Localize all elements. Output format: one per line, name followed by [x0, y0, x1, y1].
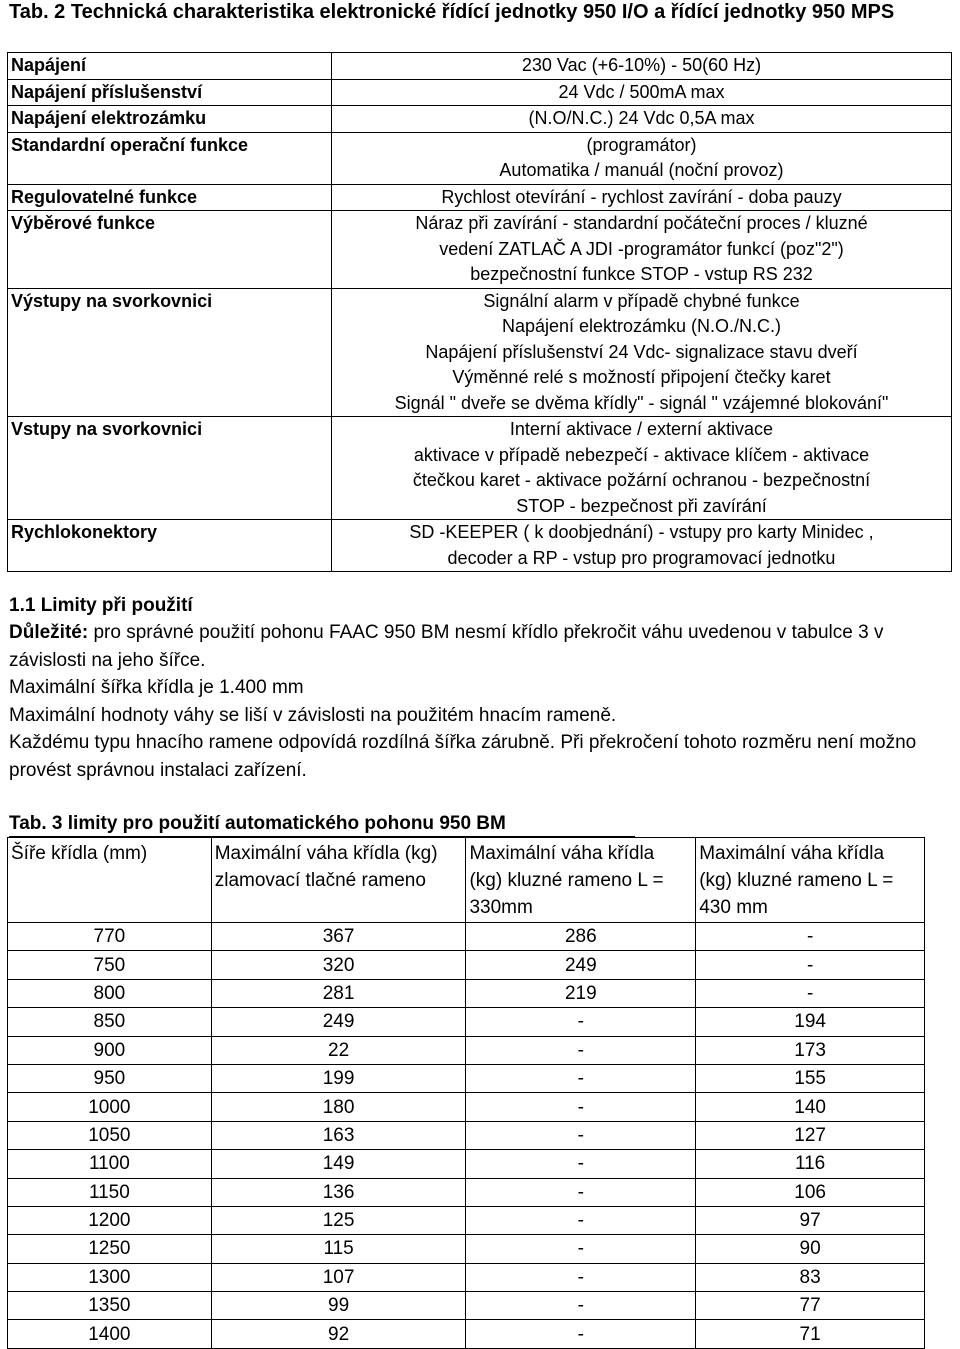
table2-value-line: 24 Vdc / 500mA max — [558, 81, 725, 102]
table2-value-line: Výměnné relé s možností připojení čtečky karet — [452, 367, 831, 387]
table2-row-value — [332, 106, 952, 133]
table2-row — [8, 184, 952, 211]
table2-title: Tab. 2 Technická charakteristika elektronické řídící jednotky 950 I/O a řídící jednotky 950 MPS — [9, 1, 895, 23]
table2-value-line: Náraz při zavírání - standardní počáteční proces / kluzné — [415, 213, 868, 233]
table2-value-line: Napájení elektrozámku (N.O./N.C.) — [501, 316, 782, 336]
table3-row — [8, 1036, 925, 1064]
table3-title: Tab. 3 limity pro použití automatického pohonu 950 BM — [9, 813, 506, 834]
important-label: Důležité: — [9, 622, 89, 643]
table3-row — [8, 1178, 925, 1206]
table3-row — [8, 1263, 925, 1291]
table2-row — [8, 132, 952, 184]
table2-row-label: Výstupy na svorkovnici — [8, 288, 332, 417]
cell-weight-folding-arm: 149 — [211, 1150, 466, 1178]
section-title: 1.1 Limity při použití — [9, 595, 193, 616]
table2-specifications — [7, 52, 952, 572]
table2-value-line: SD -KEEPER ( k doobjednání) - vstupy pro karty Minidec , — [409, 522, 874, 542]
table2-value-line: Signální alarm v případě chybné funkce — [483, 290, 800, 311]
cell-weight-sliding-arm-330: 286 — [466, 923, 696, 951]
table2-value-line: bezpečnostní funkce STOP - vstup RS 232 — [470, 264, 813, 284]
table2-row-value — [332, 417, 952, 520]
cell-leaf-width: 1000 — [8, 1093, 212, 1121]
table2-row-value — [332, 288, 952, 417]
table3-body — [8, 923, 925, 1349]
cell-weight-folding-arm: 180 — [211, 1093, 466, 1121]
table2-value-line: Interní aktivace / externí aktivace — [509, 419, 774, 439]
table2-row-label: Vstupy na svorkovnici — [8, 417, 332, 520]
table2-row — [8, 520, 952, 572]
table2-value-line: Napájení příslušenství 24 Vdc- signalizace stavu dveří — [425, 341, 858, 362]
cell-weight-sliding-arm-330: - — [466, 1093, 696, 1121]
cell-weight-sliding-arm-330: - — [466, 1008, 696, 1036]
table3-row — [8, 1320, 925, 1348]
table2-value-line: decoder a RP - vstup pro programovací jednotku — [447, 547, 836, 568]
cell-weight-sliding-arm-430: 155 — [696, 1064, 925, 1092]
table2-row-label: Výběrové funkce — [8, 211, 332, 289]
max-width-paragraph: Maximální šířka křídla je 1.400 mm — [9, 677, 304, 698]
cell-weight-sliding-arm-430: 90 — [696, 1235, 925, 1263]
cell-weight-sliding-arm-430: 194 — [696, 1008, 925, 1036]
cell-weight-folding-arm: 115 — [211, 1235, 466, 1263]
table2-value-line: STOP - bezpečnost při zavírání — [516, 495, 767, 516]
cell-weight-sliding-arm-430: 106 — [696, 1178, 925, 1206]
cell-weight-sliding-arm-430: 71 — [696, 1320, 925, 1348]
cell-weight-sliding-arm-430: 173 — [696, 1036, 925, 1064]
cell-weight-sliding-arm-330: - — [466, 1292, 696, 1320]
weight-paragraph: Maximální hodnoty váhy se liší v závislosti na použitém hnacím rameně. — [9, 704, 617, 726]
cell-weight-folding-arm: 249 — [211, 1008, 466, 1036]
cell-weight-folding-arm: 125 — [211, 1206, 466, 1234]
table2-row-value — [332, 132, 952, 184]
header-weight-folding-arm: Maximální váha křídla (kg) zlamovací tlačné rameno — [211, 838, 466, 923]
table2-value-line: 230 Vac (+6-10%) - 50(60 Hz) — [521, 55, 762, 75]
important-text: pro správné použití pohonu FAAC 950 BM nesmí křídlo překročit váhu uvedenou v tabulce 3 v závislosti na jeho šířce. — [9, 622, 884, 671]
cell-leaf-width: 950 — [8, 1064, 212, 1092]
cell-leaf-width: 1150 — [8, 1178, 212, 1206]
table3-row — [8, 951, 925, 979]
header-weight-sliding-arm-430: Maximální váha křídla (kg) kluzné rameno L = 430 mm — [696, 838, 925, 923]
table2-row — [8, 79, 952, 106]
cell-weight-sliding-arm-430: 127 — [696, 1121, 925, 1149]
cell-weight-sliding-arm-330: - — [466, 1036, 696, 1064]
table3-row — [8, 1235, 925, 1263]
table2-value-line: Rychlost otevírání - rychlost zavírání - doba pauzy — [441, 186, 842, 207]
cell-weight-sliding-arm-330: - — [466, 1320, 696, 1348]
header-leaf-width: Šíře křídla (mm) — [8, 838, 212, 923]
table2-row-label: Regulovatelné funkce — [8, 184, 332, 211]
table3-row — [8, 1008, 925, 1036]
cell-weight-sliding-arm-330: - — [466, 1150, 696, 1178]
important-paragraph — [9, 619, 949, 674]
table2-row-value — [332, 53, 952, 80]
cell-weight-sliding-arm-330: - — [466, 1121, 696, 1149]
cell-weight-folding-arm: 163 — [211, 1121, 466, 1149]
table2-value-line: vedení ZATLAČ A JDI -programátor funkcí (poz"2") — [439, 238, 844, 259]
cell-leaf-width: 1400 — [8, 1320, 212, 1348]
cell-weight-sliding-arm-330: 249 — [466, 951, 696, 979]
cell-leaf-width: 850 — [8, 1008, 212, 1036]
cell-weight-sliding-arm-430: 140 — [696, 1093, 925, 1121]
cell-leaf-width: 800 — [8, 979, 212, 1007]
cell-weight-folding-arm: 22 — [211, 1036, 466, 1064]
cell-leaf-width: 1350 — [8, 1292, 212, 1320]
cell-weight-folding-arm: 281 — [211, 979, 466, 1007]
table3-row — [8, 1150, 925, 1178]
table2-row — [8, 288, 952, 417]
table2-row — [8, 53, 952, 80]
cell-weight-sliding-arm-430: 97 — [696, 1206, 925, 1234]
table2-row-label: Rychlokonektory — [8, 520, 332, 572]
table2-row-label: Napájení elektrozámku — [8, 106, 332, 133]
cell-leaf-width: 1100 — [8, 1150, 212, 1178]
cell-leaf-width: 900 — [8, 1036, 212, 1064]
cell-leaf-width: 1300 — [8, 1263, 212, 1291]
table2-row-value — [332, 520, 952, 572]
table2-row — [8, 106, 952, 133]
table2-row-value — [332, 79, 952, 106]
cell-leaf-width: 750 — [8, 951, 212, 979]
cell-weight-sliding-arm-430: - — [696, 979, 925, 1007]
table2-body — [8, 53, 952, 572]
table2-row-value — [332, 184, 952, 211]
cell-weight-folding-arm: 320 — [211, 951, 466, 979]
table2-value-line: (programátor) — [586, 134, 697, 155]
table2-value-line: (N.O/N.C.) 24 Vdc 0,5A max — [528, 108, 755, 128]
cell-leaf-width: 1250 — [8, 1235, 212, 1263]
table3-row — [8, 1093, 925, 1121]
cell-weight-sliding-arm-430: - — [696, 923, 925, 951]
cell-weight-sliding-arm-330: - — [466, 1235, 696, 1263]
table2-value-line: čtečkou karet - aktivace požární ochranou - bezpečnostní — [412, 470, 871, 490]
table2-value-line: Signál " dveře se dvěma křídly" - signál " vzájemné blokování" — [394, 392, 889, 413]
table3-row — [8, 979, 925, 1007]
table2-value-line: aktivace v případě nebezpečí - aktivace klíčem - aktivace — [413, 444, 870, 465]
cell-weight-sliding-arm-430: 116 — [696, 1150, 925, 1178]
table3-header-row — [8, 838, 925, 923]
table2-value-line: Automatika / manuál (noční provoz) — [499, 160, 784, 180]
cell-leaf-width: 1200 — [8, 1206, 212, 1234]
table2-row-label: Napájení — [8, 53, 332, 80]
cell-weight-folding-arm: 99 — [211, 1292, 466, 1320]
table2-row — [8, 211, 952, 289]
cell-weight-sliding-arm-330: - — [466, 1263, 696, 1291]
cell-weight-folding-arm: 107 — [211, 1263, 466, 1291]
cell-weight-sliding-arm-430: 77 — [696, 1292, 925, 1320]
table3-row — [8, 1121, 925, 1149]
table3-row — [8, 1292, 925, 1320]
arm-type-paragraph: Každému typu hnacího ramene odpovídá rozdílná šířka zárubně. Při překročení tohoto rozměru není možno provést správnou instalaci zařízení. — [9, 732, 917, 781]
section-body — [9, 619, 949, 784]
table3-limits — [7, 837, 925, 1349]
cell-weight-folding-arm: 199 — [211, 1064, 466, 1092]
table2-row-value — [332, 211, 952, 289]
table2-row — [8, 417, 952, 520]
cell-weight-folding-arm: 367 — [211, 923, 466, 951]
cell-weight-sliding-arm-330: - — [466, 1064, 696, 1092]
table3-row — [8, 1206, 925, 1234]
table3-row — [8, 923, 925, 951]
cell-weight-sliding-arm-430: - — [696, 951, 925, 979]
table2-row-label: Napájení příslušenství — [8, 79, 332, 106]
cell-weight-folding-arm: 92 — [211, 1320, 466, 1348]
header-weight-sliding-arm-330: Maximální váha křídla (kg) kluzné rameno L = 330mm — [466, 838, 696, 923]
cell-leaf-width: 770 — [8, 923, 212, 951]
cell-weight-sliding-arm-330: - — [466, 1178, 696, 1206]
cell-weight-sliding-arm-330: - — [466, 1206, 696, 1234]
cell-weight-sliding-arm-330: 219 — [466, 979, 696, 1007]
table3-row — [8, 1064, 925, 1092]
cell-leaf-width: 1050 — [8, 1121, 212, 1149]
table2-row-label: Standardní operační funkce — [8, 132, 332, 184]
cell-weight-sliding-arm-430: 83 — [696, 1263, 925, 1291]
cell-weight-folding-arm: 136 — [211, 1178, 466, 1206]
